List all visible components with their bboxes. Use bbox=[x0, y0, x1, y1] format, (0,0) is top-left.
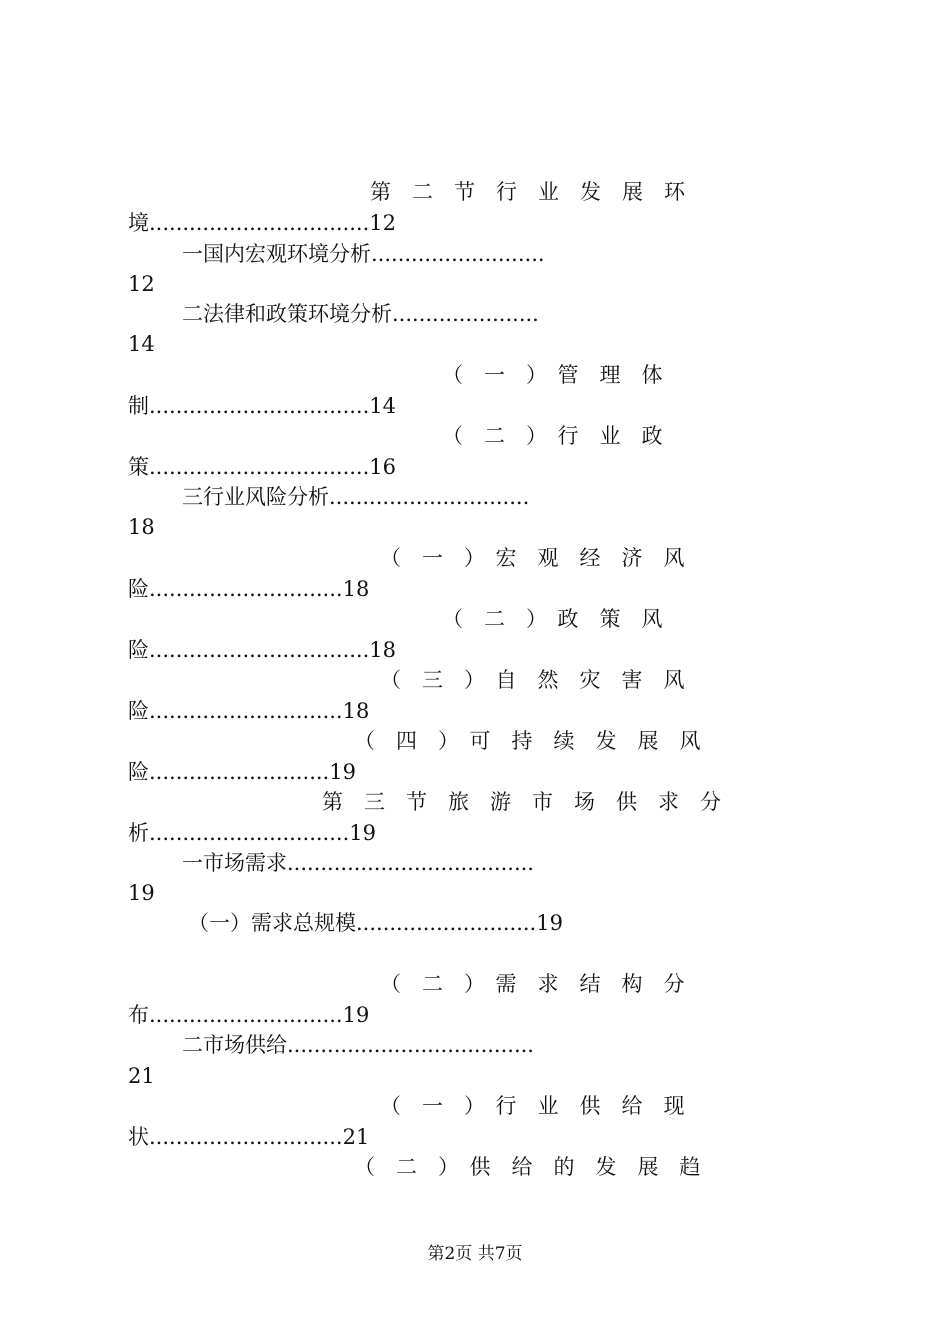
toc-entry-continuation: 策.................................16 bbox=[128, 455, 397, 479]
toc-entry: 一市场需求..................................... bbox=[182, 851, 534, 875]
toc-entry-continuation: 状.............................21 bbox=[128, 1125, 370, 1149]
toc-entry-continuation: 12 bbox=[128, 272, 155, 296]
toc-entry-continuation: 险.............................18 bbox=[128, 577, 370, 601]
toc-entry-continuation: 布.............................19 bbox=[128, 1003, 370, 1027]
toc-entry-continuation: 21 bbox=[128, 1064, 155, 1088]
toc-entry-continuation: 险.............................18 bbox=[128, 699, 370, 723]
toc-entry: （ 四 ） 可 持 续 发 展 风 bbox=[354, 729, 701, 753]
toc-entry-continuation: 19 bbox=[128, 881, 155, 905]
toc-entry: （ 二 ） 政 策 风 bbox=[442, 607, 663, 631]
toc-entry: （ 一 ） 管 理 体 bbox=[442, 363, 663, 387]
toc-entry: 二市场供给..................................... bbox=[182, 1033, 534, 1057]
toc-entry-continuation: 险...........................19 bbox=[128, 760, 356, 784]
toc-entry: 三行业风险分析.............................. bbox=[182, 485, 530, 509]
toc-entry-continuation: 18 bbox=[128, 515, 155, 539]
toc-entry: 第 三 节 旅 游 市 场 供 求 分 bbox=[322, 790, 721, 814]
page-footer: 第2页 共7页 bbox=[427, 1244, 523, 1264]
toc-entry: （ 一 ） 行 业 供 给 现 bbox=[380, 1094, 685, 1118]
toc-entry: （一）需求总规模...........................19 bbox=[188, 911, 563, 935]
toc-entry: （ 二 ） 需 求 结 构 分 bbox=[380, 972, 685, 996]
toc-entry: 一国内宏观环境分析.......................... bbox=[182, 242, 545, 266]
toc-entry: 二法律和政策环境分析...................... bbox=[182, 302, 539, 326]
toc-entry: （ 二 ） 行 业 政 bbox=[442, 424, 663, 448]
toc-entry-continuation: 析..............................19 bbox=[128, 821, 376, 845]
toc-entry-continuation: 境.................................12 bbox=[128, 211, 397, 235]
toc-entry-continuation: 制.................................14 bbox=[128, 394, 397, 418]
toc-entry: （ 三 ） 自 然 灾 害 风 bbox=[380, 668, 685, 692]
toc-entry: 第 二 节 行 业 发 展 环 bbox=[370, 180, 685, 204]
toc-entry-continuation: 险.................................18 bbox=[128, 638, 397, 662]
toc-entry: （ 一 ） 宏 观 经 济 风 bbox=[380, 546, 685, 570]
toc-entry: （ 二 ） 供 给 的 发 展 趋 bbox=[354, 1155, 701, 1179]
toc-entry-continuation: 14 bbox=[128, 332, 155, 356]
